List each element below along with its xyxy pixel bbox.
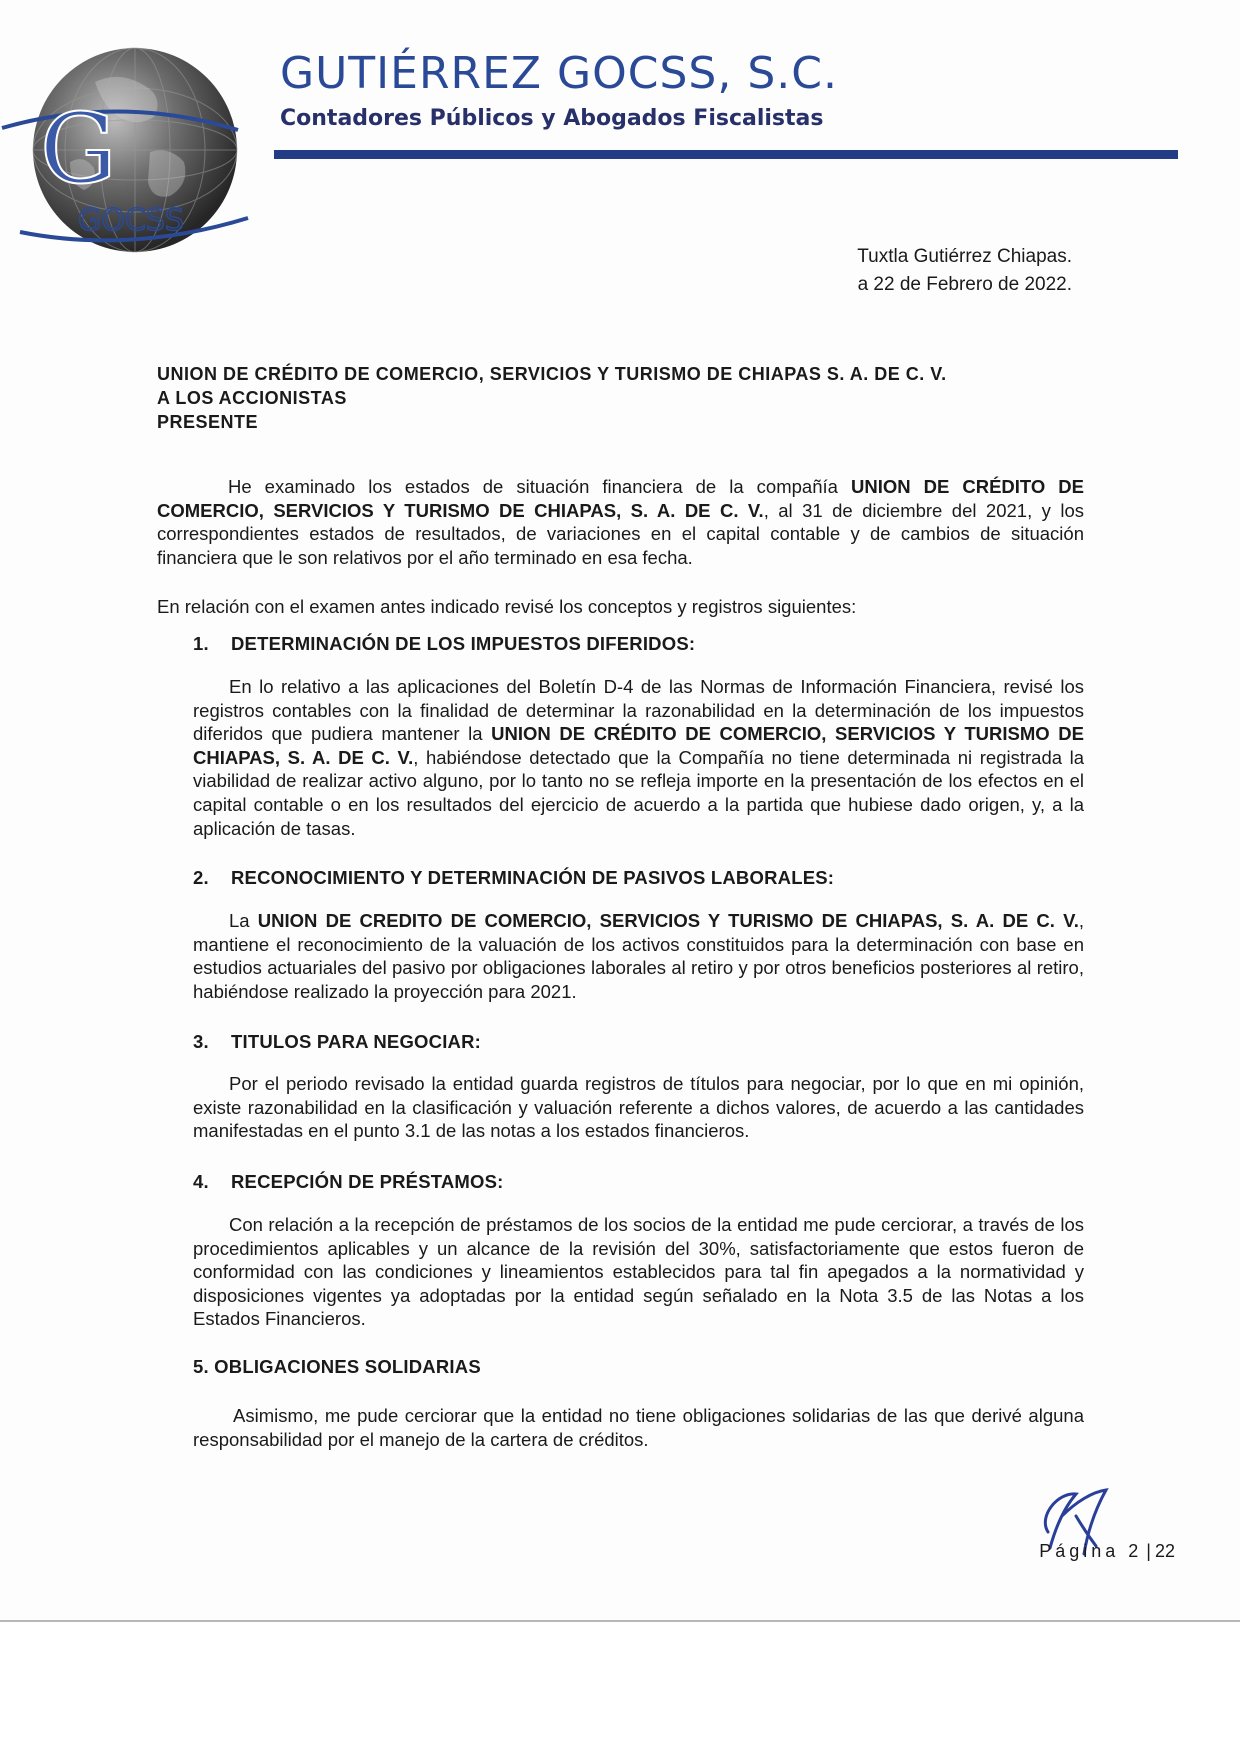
company-name: UNION DE CREDITO DE COMERCIO, SERVICIOS Y TURISMO DE CHIAPAS, S. A. DE C. V. (257, 910, 1079, 931)
lead-paragraph: En relación con el examen antes indicado revisé los conceptos y registros siguientes: (157, 596, 857, 617)
section-2-body: La UNION DE CREDITO DE COMERCIO, SERVICIOS Y TURISMO DE CHIAPAS, S. A. DE C. V., mantiene el reconocimiento de la valuación de los activos constituidos para la determinación con base en estudios actuariales del pasivo por obligaciones laborales al retiro y por otros beneficios posteriores al retiro, habiéndose realizado la proyección para 2021. (193, 910, 1085, 1002)
section-3-body: Por el periodo revisado la entidad guarda registros de títulos para negociar, por lo que en mi opinión, existe razonabilidad en la clasificación y valuación referente a dichos valores, de acuerdo a las cantidades manifestadas en el punto 3.1 de las notas a los estados financieros. (193, 1073, 1084, 1142)
header-rule (274, 150, 1178, 159)
section-1-body: En lo relativo a las aplicaciones del Boletín D-4 de las Normas de Información Financiera, revisé los registros contables con la finalidad de determinar la razonabilidad en la determinación de los impuestos diferidos que pudiera mantener la UNION DE CRÉDITO DE COMERCIO, SERVICIOS Y TURISMO DE CHIAPAS, S. A. DE C. V., habiéndose detectado que la Compañía no tiene determinada ni registrada la viabilidad de realizar activo alguno, por lo tanto no se refleja importe en la presentación de los efectos en el capital contable o en los resultados del ejercicio de acuerdo a la partida que hubiese dado origen, y, a la aplicación de tasas. (193, 676, 1085, 839)
addressee-block (157, 362, 1037, 434)
globe-logo-icon (0, 42, 250, 257)
company-name: UNION DE CRÉDITO DE COMERCIO, SERVICIOS Y TURISMO DE CHIAPAS, S. A. DE C. V. (157, 476, 1084, 521)
svg-text:G: G (40, 93, 117, 205)
section-4-heading: 4. RECEPCIÓN DE PRÉSTAMOS: (193, 1171, 504, 1192)
firm-subtitle: Contadores Públicos y Abogados Fiscalistas (280, 106, 824, 131)
svg-text:GOCSS: GOCSS (78, 203, 184, 238)
place-date (672, 243, 1072, 299)
section-4-body: Con relación a la recepción de préstamos de los socios de la entidad me pude cerciorar, a través de los procedimientos aplicables y un alcance de la revisión del 30%, satisfactoriamente que estos fueron de conformidad con las condiciones y lineamientos establecidos para tal fin apegados a la normatividad y disposiciones vigentes ya adoptadas por la entidad según señalado en la Nota 3.5 de las Notas a los Estados Financieros. (193, 1214, 1084, 1330)
section-2-heading: 2. RECONOCIMIENTO Y DETERMINACIÓN DE PASIVOS LABORALES: (193, 867, 835, 888)
addressee-presente: PRESENTE (157, 412, 259, 432)
page-number: Página 2 | 22 (1039, 1541, 1175, 1561)
scan-margin (0, 1620, 1240, 1756)
section-1-heading: 1. DETERMINACIÓN DE LOS IMPUESTOS DIFERIDOS: (193, 633, 696, 654)
intro-paragraph: He examinado los estados de situación financiera de la compañía UNION DE CRÉDITO DE COMERCIO, SERVICIOS Y TURISMO DE CHIAPAS, S. A. DE C. V., al 31 de diciembre del 2021, y los correspondientes estados de resultados, de variaciones en el capital contable y de cambios de situación financiera que le son relativos por el año terminado en esa fecha. (157, 476, 1084, 568)
company-name: UNION DE CRÉDITO DE COMERCIO, SERVICIOS Y TURISMO DE CHIAPAS, S. A. DE C. V. (193, 723, 1084, 768)
section-3-heading: 3. TITULOS PARA NEGOCIAR: (193, 1031, 482, 1052)
firm-name: GUTIÉRREZ GOCSS, S.C. (280, 48, 838, 99)
section-5-heading: 5. OBLIGACIONES SOLIDARIAS (193, 1356, 481, 1377)
addressee-company: UNION DE CRÉDITO DE COMERCIO, SERVICIOS Y TURISMO DE CHIAPAS S. A. DE C. V. (157, 364, 947, 384)
addressee-recipient: A LOS ACCIONISTAS (157, 388, 347, 408)
letter-date: a 22 de Febrero de 2022. (857, 274, 1072, 295)
place-city: Tuxtla Gutiérrez Chiapas. (857, 246, 1072, 267)
section-5-body: Asimismo, me pude cerciorar que la entidad no tiene obligaciones solidarias de las que derivé alguna responsabilidad por el manejo de la cartera de créditos. (193, 1405, 1084, 1450)
